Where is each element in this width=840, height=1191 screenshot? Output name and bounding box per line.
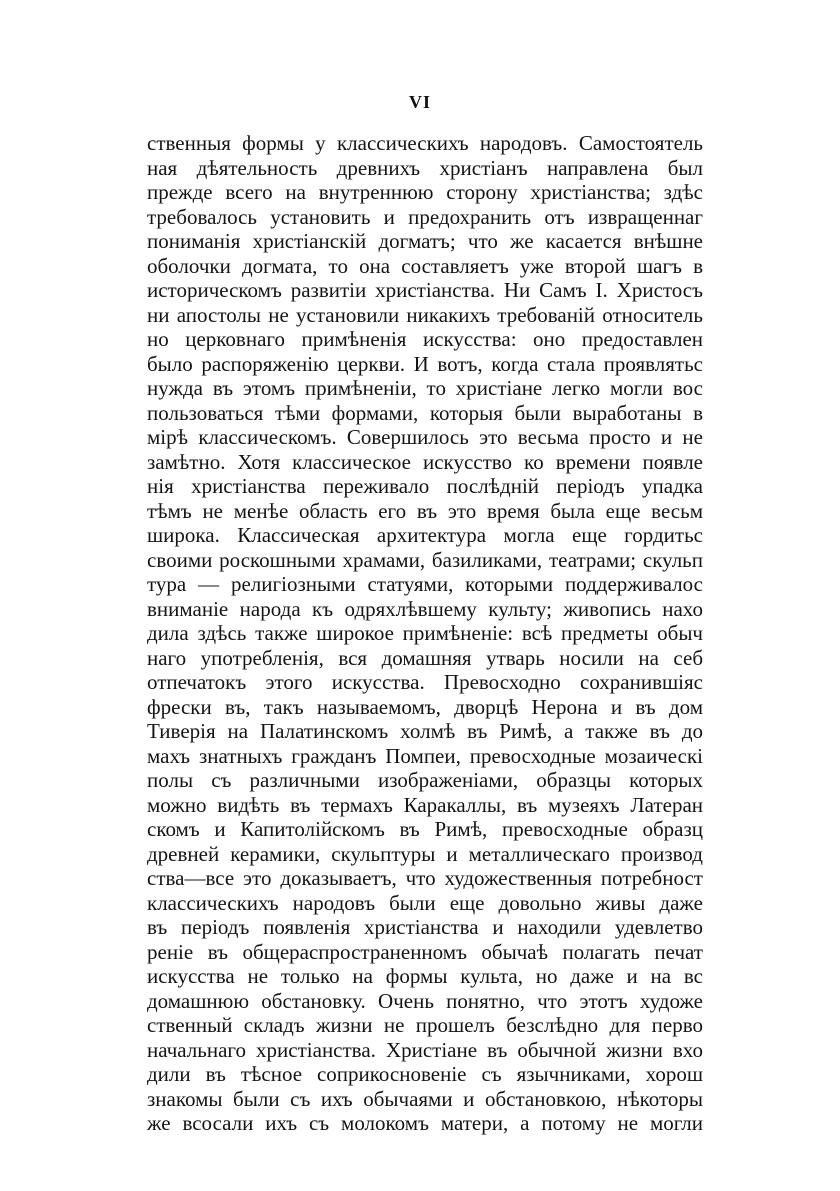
text-line: тура — религіозными статуями, которыми поддерживалос xyxy=(147,572,703,596)
page-number: VI xyxy=(408,92,431,112)
text-line: прежде всего на внутреннюю сторону христіанства; здѣс xyxy=(147,180,703,204)
text-line: дили въ тѣсное соприкосновеніе съ язычниками, хорош xyxy=(147,1062,703,1086)
text-line: тѣмъ не менѣе область его въ это время была еще весьм xyxy=(147,498,703,523)
text-line: нужда въ этомъ примѣненіи, то христіане легко могли вос xyxy=(147,376,703,400)
text-line: можно видѣть въ термахъ Каракаллы, въ музеяхъ Латеран xyxy=(147,792,703,817)
text-line: фрески въ, такъ называемомъ, дворцѣ Нерона и въ дом xyxy=(147,694,703,719)
text-line: ни апостолы не установили никакихъ требованій относитель xyxy=(147,302,703,327)
text-line: оболочки догмата, то она составляетъ уже второй шагъ в xyxy=(147,253,703,278)
text-line: требовалось установить и предохранить отъ извращеннаг xyxy=(147,204,703,229)
text-line: вниманіе народа къ одряхлѣвшему культу; живопись нахо xyxy=(147,596,703,621)
text-line: ственныя формы у классическихъ народовъ. Самостоятель xyxy=(147,131,703,155)
text-line: было распоряженію церкви. И вотъ, когда стала проявлятьс xyxy=(147,351,703,376)
text-line: широка. Классическая архитектура могла еще гордитьс xyxy=(147,523,703,547)
text-line: полы съ различными изображеніами, образцы которых xyxy=(147,768,703,792)
text-line: классическихъ народовъ были еще довольно живы даже xyxy=(147,890,703,915)
text-line: мірѣ классическомъ. Совершилось это весьма просто и не xyxy=(147,425,703,449)
text-line: пользоваться тѣми формами, которыя были выработаны в xyxy=(147,400,703,425)
text-line: въ періодъ появленія христіанства и находили удевлетво xyxy=(147,915,703,939)
text-line: наго употребленія, вся домашняя утварь носили на себ xyxy=(147,645,703,670)
text-line: же всосали ихъ съ молокомъ матери, а потому не могли xyxy=(147,1111,703,1135)
text-line: древней керамики, скульптуры и металлическаго производ xyxy=(147,841,703,866)
text-line: но церковнаго примѣненія искусства: оно предоставлен xyxy=(147,327,703,351)
text-line: начальнаго христіанства. Христіане въ обычной жизни вхо xyxy=(147,1037,703,1062)
text-line: своими роскошными храмами, базиликами, театрами; скульп xyxy=(147,547,703,572)
text-line: отпечатокъ этого искусства. Превосходно сохранившіяс xyxy=(147,670,703,694)
text-line: замѣтно. Хотя классическое искусство ко времени появле xyxy=(147,449,703,474)
body-text xyxy=(147,131,703,1135)
text-line: домашнюю обстановку. Очень понятно, что этотъ художе xyxy=(147,988,703,1013)
text-line: ственный складъ жизни не прошелъ безслѣдно для перво xyxy=(147,1013,703,1037)
text-line: дила здѣсь также широкое примѣненіе: всѣ предметы обыч xyxy=(147,621,703,645)
text-line: пониманія христіанскій догматъ; что же касается внѣшне xyxy=(147,229,703,253)
text-line: махъ знатныхъ гражданъ Помпеи, превосходные мозаическі xyxy=(147,743,703,768)
text-line: знакомы были съ ихъ обычаями и обстановкою, нѣкоторы xyxy=(147,1086,703,1111)
text-line: ства—все это доказываетъ, что художественныя потребност xyxy=(147,866,703,890)
text-line: Тиверія на Палатинскомъ холмѣ въ Римѣ, а также въ до xyxy=(147,719,703,743)
text-line: историческомъ развитіи христіанства. Ни Самъ І. Христосъ xyxy=(147,278,703,302)
text-line: нія христіанства переживало послѣдній періодъ упадка xyxy=(147,474,703,498)
text-line: реніе въ общераспространенномъ обычаѣ полагать печат xyxy=(147,939,703,964)
text-line: скомъ и Капитолійскомъ въ Римѣ, превосходные образц xyxy=(147,817,703,841)
text-line: ная дѣятельность древнихъ христіанъ направлена был xyxy=(147,155,703,180)
text-line: искусства не только на формы культа, но даже и на вс xyxy=(147,964,703,988)
